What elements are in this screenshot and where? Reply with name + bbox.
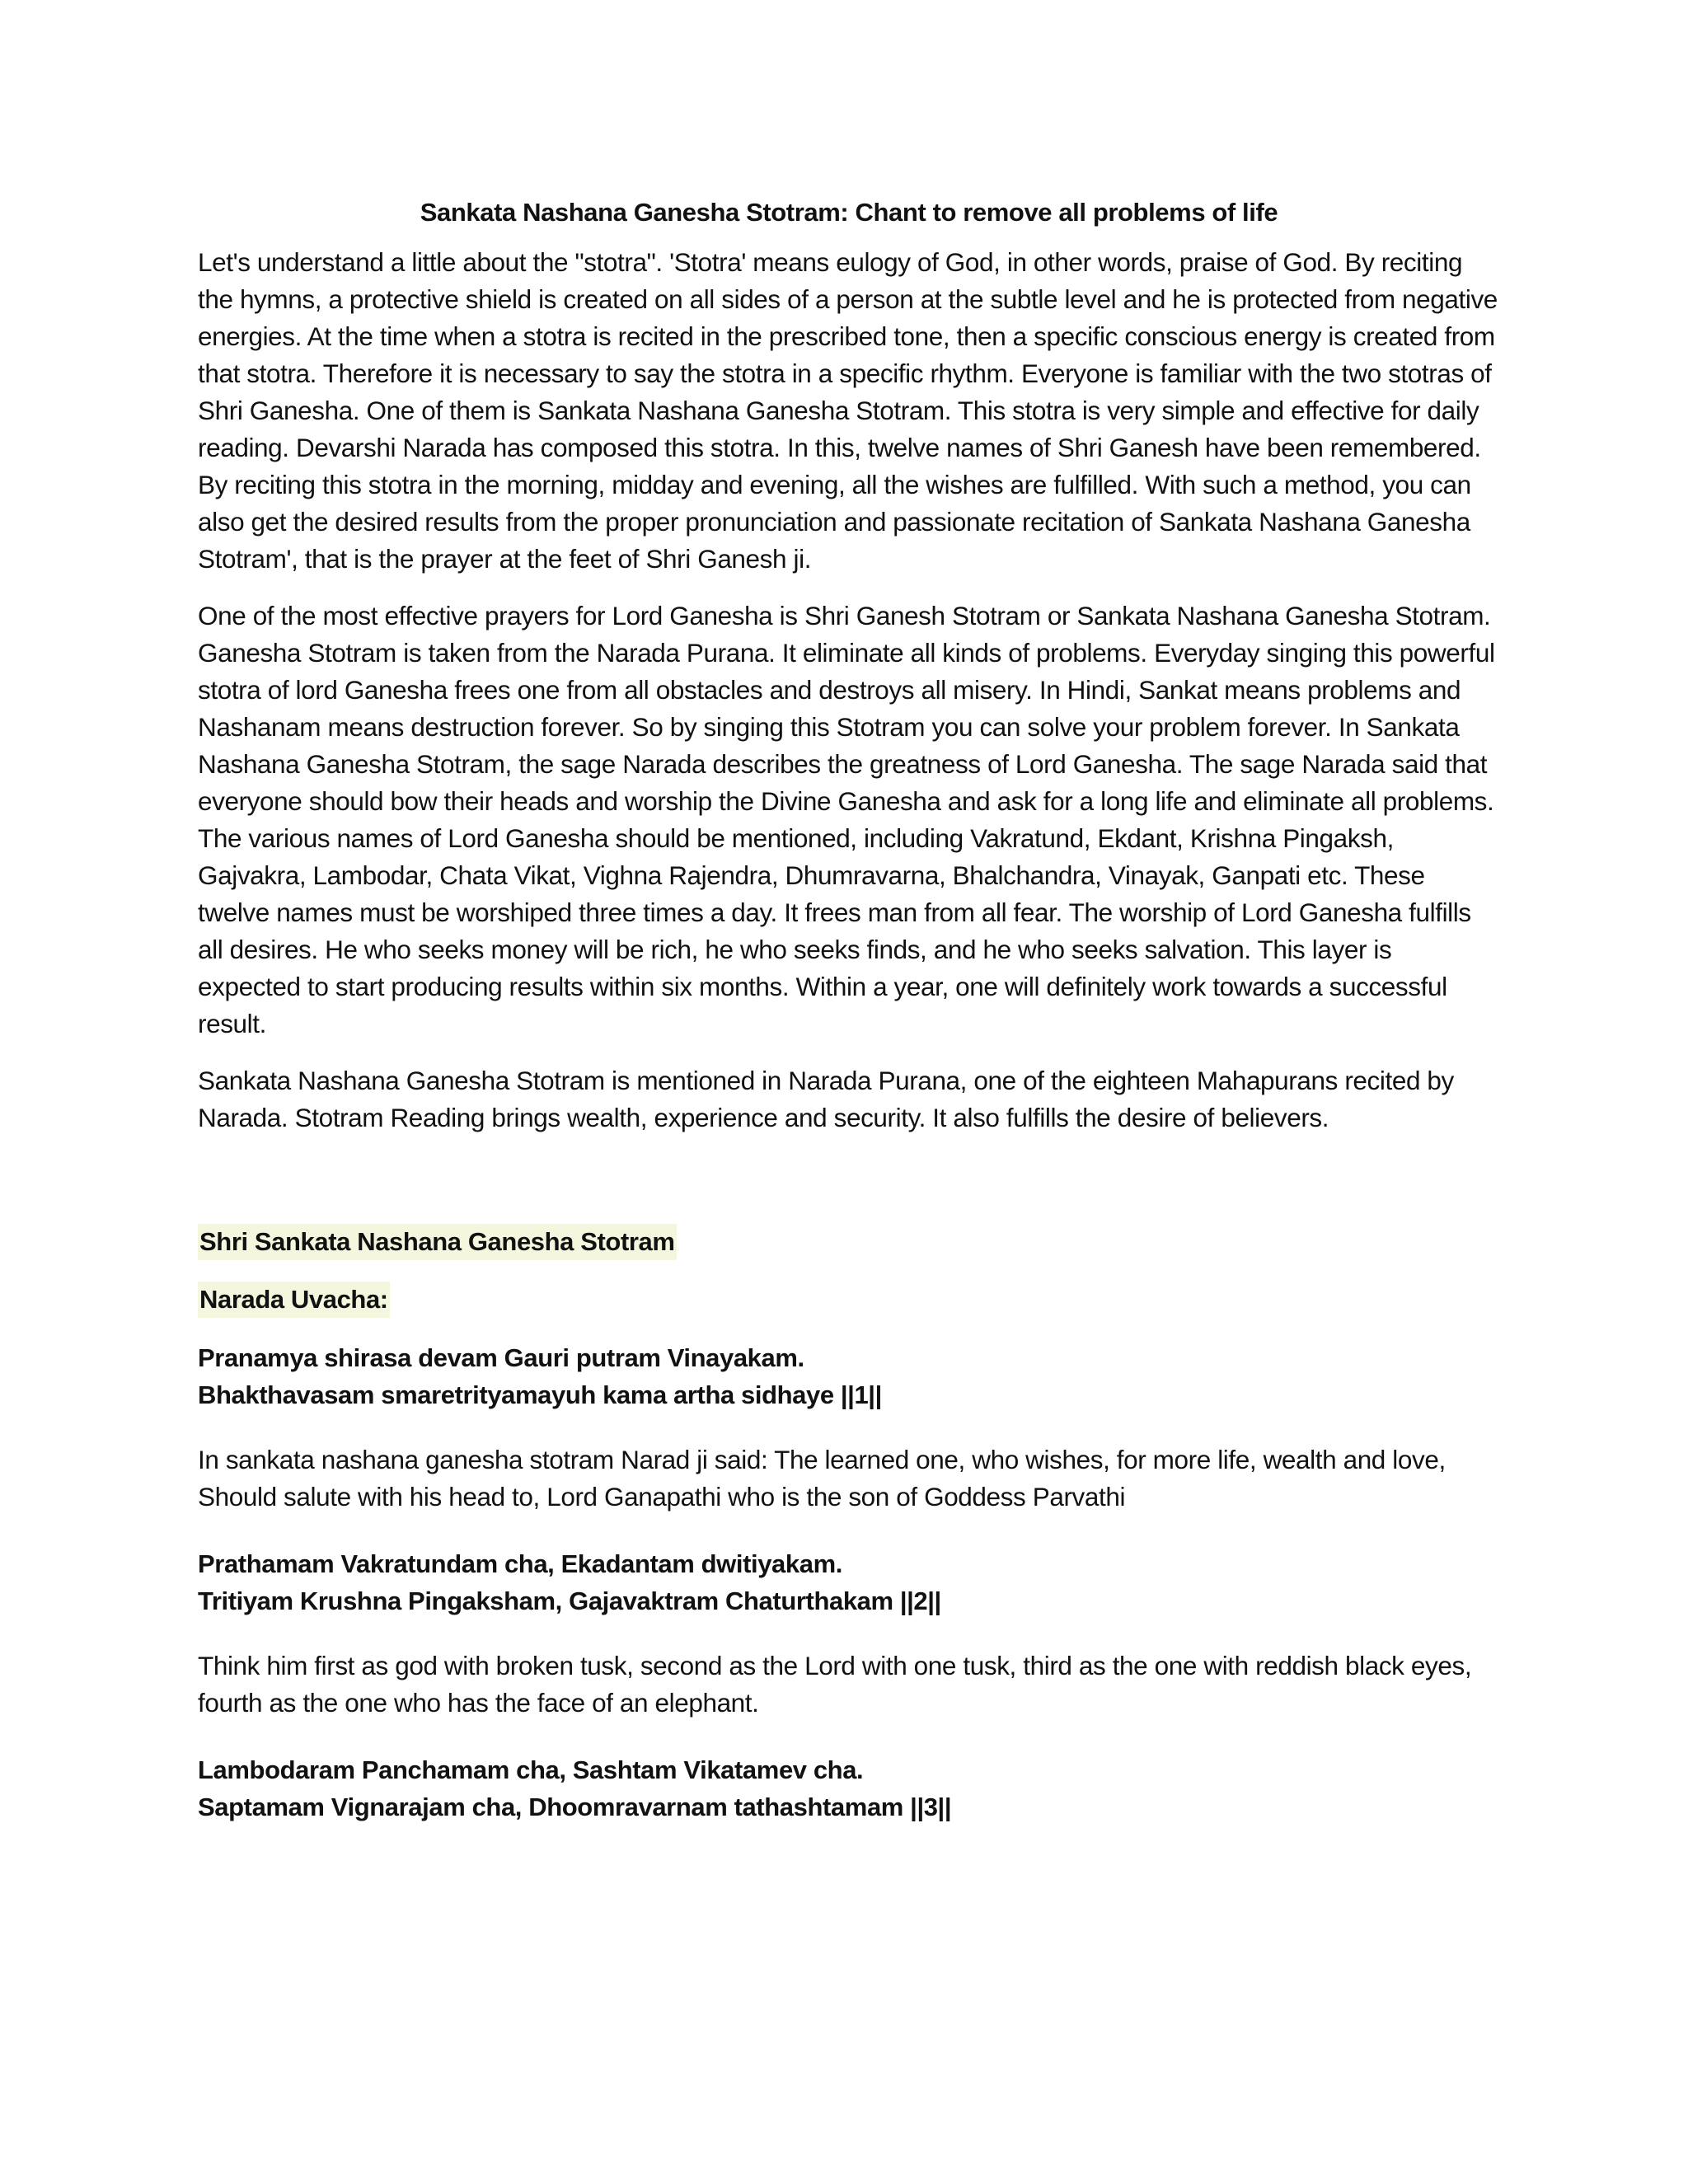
- document-page: [198, 194, 1500, 1854]
- stotram-heading: Shri Sankata Nashana Ganesha Stotram: [198, 1224, 677, 1260]
- narada-heading: Narada Uvacha:: [198, 1282, 390, 1318]
- verse-1-meaning: In sankata nashana ganesha stotram Narad ji said: The learned one, who wishes, for more life, wealth and love, Should salute with his head to, Lord Ganapathi who is the son of Goddess Parvathi: [198, 1445, 1446, 1511]
- verse-1: [198, 1339, 1500, 1413]
- intro-paragraph-3: Sankata Nashana Ganesha Stotram is mentioned in Narada Purana, one of the eighteen Mahapurans recited by Narada. Stotram Reading brings wealth, experience and security. It also fulfills the desire of believers.: [198, 1066, 1454, 1132]
- document-title: Sankata Nashana Ganesha Stotram: Chant to remove all problems of life: [420, 198, 1278, 227]
- intro-paragraph-1: Let's understand a little about the "stotra". 'Stotra' means eulogy of God, in other words, praise of God. By reciting the hymns, a protective shield is created on all sides of a person at the subtle level and he is protected from negative energies. At the time when a stotra is recited in the prescribed tone, then a specific conscious energy is created from that stotra. Therefore it is necessary to say the stotra in a specific rhythm. Everyone is familiar with the two stotras of Shri Ganesha. One of them is Sankata Nashana Ganesha Stotram. This stotra is very simple and effective for daily reading. Devarshi Narada has composed this stotra. In this, twelve names of Shri Ganesh have been remembered. By reciting this stotra in the morning, midday and evening, all the wishes are fulfilled. With such a method, you can also get the desired results from the proper pronunciation and passionate recitation of Sankata Nashana Ganesha Stotram', that is the prayer at the feet of Shri Ganesh ji.: [198, 247, 1498, 574]
- verse-2: [198, 1545, 1500, 1619]
- verse-3: [198, 1751, 1500, 1825]
- verse-2-meaning: Think him first as god with broken tusk, second as the Lord with one tusk, third as the one with reddish black eyes, fourth as the one who has the face of an elephant.: [198, 1651, 1472, 1718]
- narada-heading-block: [198, 1282, 1500, 1318]
- verse-2-line-1: Prathamam Vakratundam cha, Ekadantam dwitiyakam.: [198, 1549, 842, 1578]
- verse-3-line-1: Lambodaram Panchamam cha, Sashtam Vikatamev cha.: [198, 1755, 864, 1784]
- stotram-heading-block: [198, 1224, 1500, 1260]
- section-spacer: [198, 1156, 1500, 1224]
- intro-paragraph-2: One of the most effective prayers for Lord Ganesha is Shri Ganesh Stotram or Sankata Nashana Ganesha Stotram. Ganesha Stotram is taken from the Narada Purana. It eliminate all kinds of problems. Everyday singing this powerful stotra of lord Ganesha frees one from all obstacles and destroys all misery. In Hindi, Sankat means problems and Nashanam means destruction forever. So by singing this Stotram you can solve your problem forever. In Sankata Nashana Ganesha Stotram, the sage Narada describes the greatness of Lord Ganesha. The sage Narada said that everyone should bow their heads and worship the Divine Ganesha and ask for a long life and eliminate all problems. The various names of Lord Ganesha should be mentioned, including Vakratund, Ekdant, Krishna Pingaksh, Gajvakra, Lambodar, Chata Vikat, Vighna Rajendra, Dhumravarna, Bhalchandra, Vinayak, Ganpati etc. These twelve names must be worshiped three times a day. It frees man from all fear. The worship of Lord Ganesha fulfills all desires. He who seeks money will be rich, he who seeks finds, and he who seeks salvation. This layer is expected to start producing results within six months. Within a year, one will definitely work towards a successful result.: [198, 601, 1495, 1038]
- verse-3-line-2: Saptamam Vignarajam cha, Dhoomravarnam tathashtamam ||3||: [198, 1793, 952, 1821]
- verse-2-line-2: Tritiyam Krushna Pingaksham, Gajavaktram Chaturthakam ||2||: [198, 1586, 941, 1615]
- verse-1-line-1: Pranamya shirasa devam Gauri putram Vinayakam.: [198, 1343, 804, 1372]
- verse-1-line-2: Bhakthavasam smaretrityamayuh kama artha sidhaye ||1||: [198, 1380, 882, 1409]
